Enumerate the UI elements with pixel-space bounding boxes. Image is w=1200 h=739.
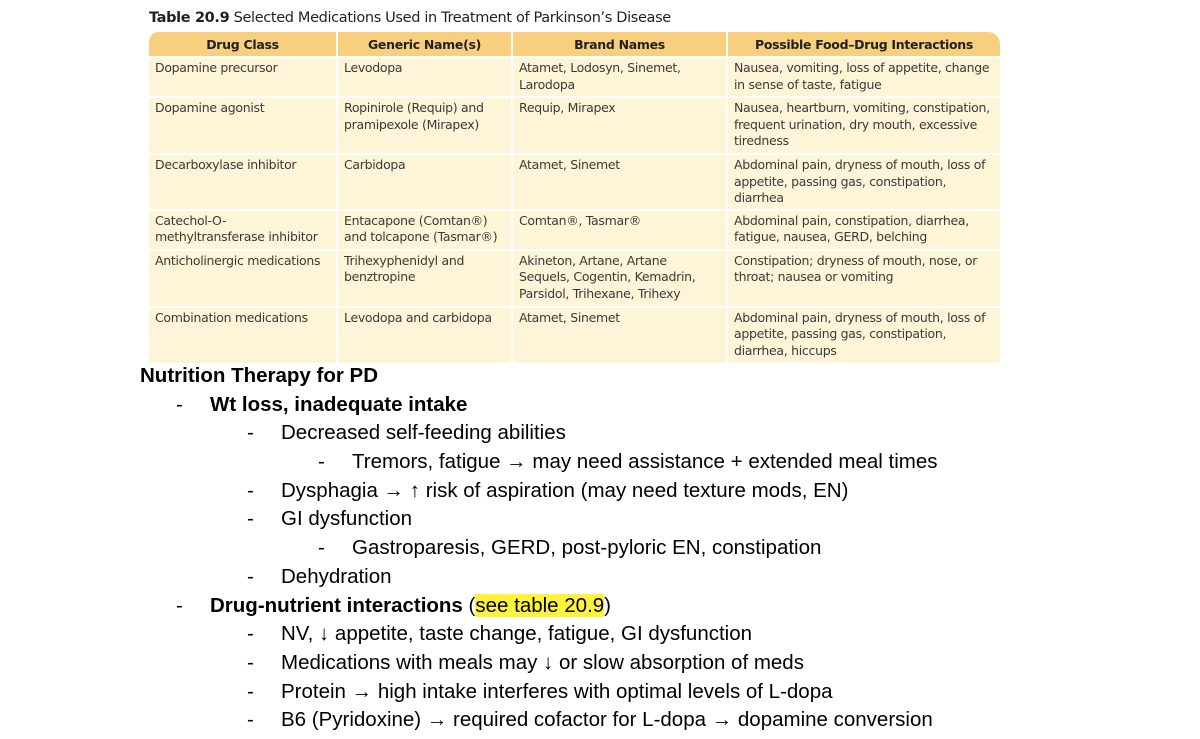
cell-interactions: Nausea, vomiting, loss of appetite, change in sense of taste, fatigue — [728, 56, 1000, 96]
bullet-subitem — [140, 448, 938, 477]
cell-drug-class: Catechol-O-methyltransferase inhibitor — [149, 209, 338, 249]
bullet-text: Dehydration — [281, 564, 392, 588]
bullet-text: B6 (Pyridoxine) → required cofactor for L-dopa → dopamine conversion — [281, 708, 933, 732]
cell-brand-names: Comtan®, Tasmar® — [513, 209, 728, 249]
cell-drug-class: Decarboxylase inhibitor — [149, 153, 338, 209]
bullet-text: Dysphagia → ↑ risk of aspiration (may need texture mods, EN) — [281, 478, 849, 502]
cell-generic-names: Levodopa and carbidopa — [338, 306, 513, 363]
cell-generic-names: Entacapone (Comtan®) and tolcapone (Tasmar®) — [338, 209, 513, 249]
cell-brand-names: Atamet, Sinemet — [513, 306, 728, 363]
bullet-text: GI dysfunction — [281, 507, 413, 531]
cell-interactions: Abdominal pain, constipation, diarrhea, fatigue, nausea, GERD, belching — [728, 209, 1000, 249]
cell-brand-names: Atamet, Lodosyn, Sinemet, Larodopa — [513, 56, 728, 96]
nutrition-notes — [140, 362, 938, 735]
cell-interactions: Nausea, heartburn, vomiting, constipation, frequent urination, dry mouth, excessive tiredness — [728, 96, 1000, 153]
bullet-dash: - — [318, 450, 325, 474]
notes-heading: Nutrition Therapy for PD — [140, 364, 379, 387]
bullet-dash: - — [247, 421, 254, 445]
bullet-text: Decreased self-feeding abilities — [281, 421, 566, 445]
bullet-dash: - — [247, 622, 254, 646]
bullet-item — [140, 620, 753, 649]
bullet-text: Protein → high intake interferes with optimal levels of L-dopa — [281, 679, 833, 703]
bullet-item — [140, 649, 804, 678]
bullet-dash: - — [176, 392, 183, 416]
table-row — [149, 249, 1000, 306]
table-row — [149, 96, 1000, 153]
cell-generic-names: Ropinirole (Requip) and pramipexole (Mirapex) — [338, 96, 513, 153]
cell-interactions: Abdominal pain, dryness of mouth, loss of appetite, passing gas, constipation, diarrhea, hiccups — [728, 306, 1000, 363]
header-food-drug-interactions: Possible Food–Drug Interactions — [728, 32, 1000, 56]
medication-table-figure — [149, 6, 1001, 363]
bullet-item — [140, 505, 413, 534]
bullet-item — [140, 419, 566, 448]
table-row — [149, 153, 1000, 209]
cell-interactions: Abdominal pain, dryness of mouth, loss of appetite, passing gas, constipation, diarrhea — [728, 153, 1000, 209]
bullet-dash: - — [247, 679, 254, 703]
cell-drug-class: Dopamine agonist — [149, 96, 338, 153]
table-row — [149, 306, 1000, 363]
header-generic-names: Generic Name(s) — [338, 32, 513, 56]
section-title: Wt loss, inadequate intake — [210, 392, 468, 416]
highlighted-reference: see table 20.9 — [475, 593, 605, 617]
table-row — [149, 209, 1000, 249]
table-row — [149, 56, 1000, 96]
paren-open: ( — [462, 593, 476, 617]
bullet-text: Gastroparesis, GERD, post-pyloric EN, constipation — [352, 536, 822, 560]
cell-generic-names: Levodopa — [338, 56, 513, 96]
table-caption — [149, 6, 1001, 32]
bullet-dash: - — [176, 593, 183, 617]
medications-table — [149, 32, 1000, 363]
bullet-item — [140, 678, 833, 707]
bullet-drug-nutrient — [140, 592, 611, 621]
bullet-item — [140, 477, 849, 506]
bullet-dash: - — [247, 507, 254, 531]
bullet-dash: - — [247, 478, 254, 502]
cell-brand-names: Requip, Mirapex — [513, 96, 728, 153]
table-header-row — [149, 32, 1000, 56]
table-number: Table 20.9 — [149, 10, 230, 26]
table-title: Selected Medications Used in Treatment of Parkinson’s Disease — [233, 10, 671, 26]
cell-generic-names: Carbidopa — [338, 153, 513, 209]
bullet-dash: - — [247, 564, 254, 588]
bullet-subitem — [140, 534, 822, 563]
bullet-item — [140, 563, 392, 592]
cell-generic-names: Trihexyphenidyl and benztropine — [338, 249, 513, 306]
header-drug-class: Drug Class — [149, 32, 338, 56]
cell-drug-class: Dopamine precursor — [149, 56, 338, 96]
bullet-dash: - — [318, 536, 325, 560]
bullet-dash: - — [247, 650, 254, 674]
header-brand-names: Brand Names — [513, 32, 728, 56]
cell-drug-class: Anticholinergic medications — [149, 249, 338, 306]
bullet-wt-loss — [140, 391, 468, 420]
cell-interactions: Constipation; dryness of mouth, nose, or throat; nausea or vomiting — [728, 249, 1000, 306]
bullet-dash: - — [247, 708, 254, 732]
bullet-text: NV, ↓ appetite, taste change, fatigue, GI dysfunction — [281, 622, 753, 646]
bullet-text: Tremors, fatigue → may need assistance + extended meal times — [352, 450, 938, 474]
cell-brand-names: Atamet, Sinemet — [513, 153, 728, 209]
cell-brand-names: Akineton, Artane, Artane Sequels, Cogentin, Kemadrin, Parsidol, Trihexane, Trihexy — [513, 249, 728, 306]
bullet-item — [140, 706, 933, 735]
bullet-text: Medications with meals may ↓ or slow absorption of meds — [281, 650, 804, 674]
paren-close: ) — [604, 593, 611, 617]
section-title: Drug-nutrient interactions — [210, 593, 463, 617]
cell-drug-class: Combination medications — [149, 306, 338, 363]
